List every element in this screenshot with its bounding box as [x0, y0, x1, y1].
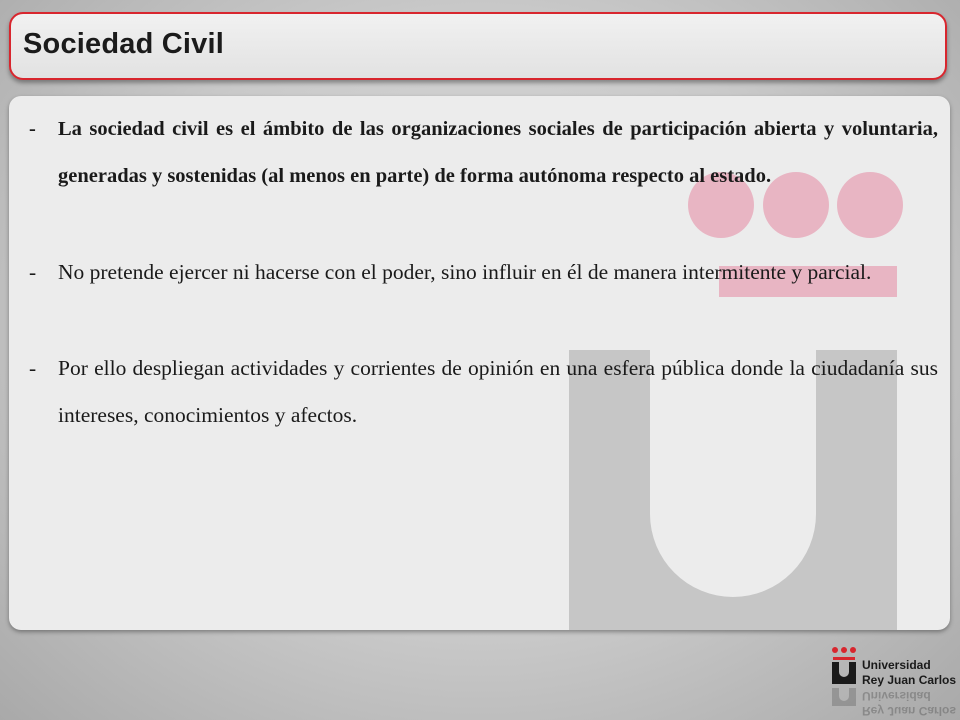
logo-reflection-line-2: Rey Juan Carlos — [862, 704, 957, 718]
university-logo — [828, 644, 956, 720]
logo-line-2: Rey Juan Carlos — [862, 673, 957, 687]
logo-reflection-line-1: Universidad — [862, 689, 931, 703]
logo-mark-icon — [828, 644, 862, 720]
bullet-text: La sociedad civil es el ámbito de las organizaciones sociales de participación abierta y voluntaria, generadas y sostenidas (al menos en parte) de forma autónoma respecto al estado. — [58, 118, 938, 187]
logo-line-1: Universidad — [862, 658, 931, 672]
bullet-list — [25, 106, 938, 439]
bullet-item — [25, 106, 938, 200]
bullet-marker: - — [29, 260, 37, 284]
bullet-text: No pretende ejercer ni hacerse con el poder, sino influir en él de manera intermitente y parcial. — [58, 260, 872, 284]
logo-reflection — [862, 688, 956, 718]
bullet-marker: - — [29, 118, 36, 140]
title-bar — [9, 12, 947, 80]
logo-wordmark — [862, 658, 956, 688]
bullet-item — [25, 249, 938, 296]
bullet-text: Por ello despliegan actividades y corrientes de opinión en una esfera pública donde la ciudadanía sus intereses, conocimientos y afectos. — [58, 356, 938, 427]
slide-title: Sociedad Civil — [23, 28, 225, 60]
content-panel — [9, 96, 950, 630]
bullet-item — [25, 345, 938, 439]
bullet-marker: - — [29, 356, 37, 380]
